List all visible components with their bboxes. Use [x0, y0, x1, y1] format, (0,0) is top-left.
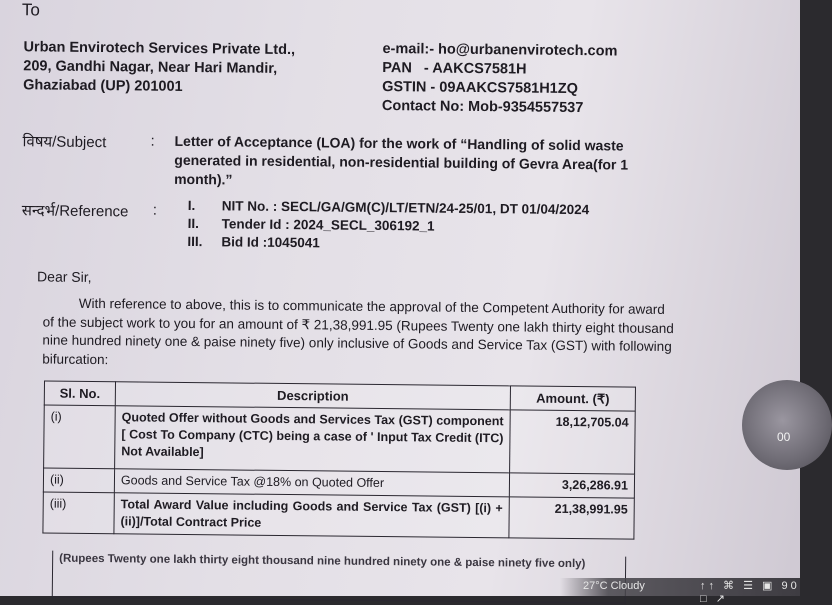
system-tray-icons[interactable]: ↑↑ ⌘ ☰ ▣ 90 □ ↗: [700, 580, 800, 605]
row-sl: (i): [44, 405, 116, 469]
row-description: Quoted Offer without Goods and Services Tax (GST) component [ Cost To Company (CTC) being a case of ' Input Tax Credit (ITC) Not Available]: [115, 406, 511, 473]
row-description: Goods and Service Tax @18% on Quoted Offer: [114, 469, 509, 497]
row-amount: 18,12,705.04: [510, 410, 636, 474]
row-description: Total Award Value including Goods and Service Tax (GST) [(i) + (ii)]/Total Contract Price: [114, 493, 509, 538]
recipient-address: [23, 38, 295, 98]
reference-item: III. Bid Id :1045041: [187, 233, 320, 251]
address-line: Ghaziabad (UP) 201001: [23, 77, 183, 95]
bifurcation-table: [42, 380, 636, 539]
address-line: 209, Gandhi Nagar, Near Hari Mandir,: [23, 58, 278, 77]
salutation: Dear Sir,: [37, 268, 92, 285]
taskbar: [560, 578, 800, 605]
subject-colon: :: [150, 132, 155, 150]
to-label: To: [21, 0, 40, 20]
table-row: [43, 492, 634, 539]
reference-list: [187, 197, 589, 255]
row-amount: 3,26,286.91: [509, 473, 634, 498]
reference-label: सन्दर्भ/Reference: [21, 202, 129, 221]
subject-text: Letter of Acceptance (LOA) for the work of “Handling of solid waste generated in residential, non-residential building of Gevra Area(for 1 month).”: [174, 132, 629, 188]
address-line: Urban Envirotech Services Private Ltd.,: [23, 39, 296, 59]
subject-label: विषय/Subject: [22, 133, 107, 152]
row-sl: (ii): [43, 468, 114, 493]
contact-email: e-mail:- ho@urbanenvirotech.com: [382, 41, 618, 60]
contact-gstin: GSTIN - 09AAKCS7581H1ZQ: [382, 79, 578, 98]
table-row: [44, 405, 636, 474]
row-sl: (iii): [43, 492, 114, 534]
body-paragraph: With reference to above, this is to communicate the approval of the Competent Authority for award of the subject work to you for an amount of ₹ 21,38,991.95 (Rupees Twenty one lakh thirty eight thousand nine hundred ninety one & paise ninety five) only inclusive of Goods and Service Tax (GST) with following bifurcation:: [42, 295, 674, 367]
recipient-contact: [382, 40, 618, 118]
header-description: Description: [115, 382, 510, 410]
reference-item: I. NIT No. : SECL/GA/GM(C)/LT/ETN/24-25/01, DT 01/04/2024: [187, 197, 590, 218]
reference-colon: :: [152, 201, 158, 219]
reference-item: II. Tender Id : 2024_SECL_306192_1: [187, 215, 435, 234]
amount-in-words: (Rupees Twenty one lakh thirty eight thousand nine hundred ninety one & paise ninety five only): [52, 551, 626, 604]
gauge-value: 00: [777, 430, 791, 444]
weather-widget[interactable]: 27°C Cloudy: [583, 580, 645, 592]
contact-phone: Contact No: Mob-9354557537: [381, 98, 584, 117]
desktop-gauge-widget: [742, 380, 832, 470]
header-sl-no: Sl. No.: [44, 381, 115, 406]
header-amount: Amount. (₹): [510, 386, 635, 411]
row-amount: 21,38,991.95: [509, 497, 634, 539]
contact-pan: PAN - AAKCS7581H: [382, 60, 527, 78]
